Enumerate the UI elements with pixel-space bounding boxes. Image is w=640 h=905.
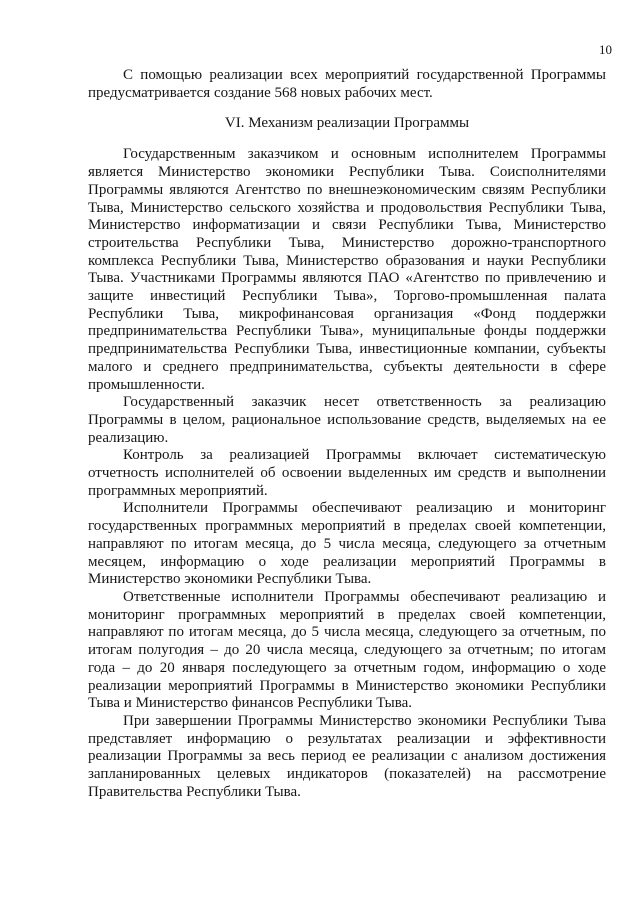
paragraph-responsibility: Государственный заказчик несет ответственность за реализацию Программы в целом, рациональное использование средств, выделяемых на ее реализацию. — [88, 394, 606, 446]
section-heading: VI. Механизм реализации Программы — [224, 115, 470, 132]
paragraph-control: Контроль за реализацией Программы включает систематическую отчетность исполнителей об освоении выделенных им средств и выполнении программных мероприятий. — [88, 447, 606, 499]
paragraph-participants: Государственным заказчиком и основным исполнителем Программы является Министерство экономики Республики Тыва. Соисполнителями Программы являются Агентство по внешнеэкономическим связям Республики Тыва, Министерство сельского хозяйства и продовольствия Республики Тыва, Министерство информатизации и связи Республики Тыва, Министерство строительства Республики Тыва, Министерство дорожно-транспортного комплекса Республики Тыва, Министерство образования и науки Республики Тыва. Участниками Программы являются ПАО «Агентство по привлечению и защите инвестиций Республики Тыва», Торгово-промышленная палата Республики Тыва, микрофинансовая организация «Фонд поддержки предпринимательства Республики Тыва», муниципальные фонды поддержки предпринимательства Республики Тыва, инвестиционные компании, субъекты малого и среднего предпринимательства, субъекты деятельности в сфере промышленности. — [88, 146, 606, 393]
paragraph-executors: Исполнители Программы обеспечивают реализацию и мониторинг государственных программных мероприятий в пределах своей компетенции, направляют по итогам месяца, до 5 числа месяца, следующего за отчетным месяцем, информацию о ходе реализации мероприятий Программы в Министерство экономики Республики Тыва. — [88, 500, 606, 588]
paragraph-completion: При завершении Программы Министерство экономики Республики Тыва представляет информацию о результатах реализации и эффективности реализации Программы за весь период ее реализации с анализом достижения запланированных целевых индикаторов (показателей) на рассмотрение Правительства Республики Тыва. — [88, 712, 606, 800]
paragraph-responsible-executors: Ответственные исполнители Программы обеспечивают реализацию и мониторинг программных мероприятий в пределах своей компетенции, направляют по итогам месяца, до 5 числа месяца, следующего за отчетным, по итогам полугодия – до 20 числа месяца, следующего за отчетным; по итогам года – до 20 января последующего за отчетным годом, информацию о ходе реализации мероприятий Программы в Министерство экономики Республики Тыва и Министерство финансов Республики Тыва. — [88, 588, 606, 712]
page-number: 10 — [599, 42, 612, 57]
document-body — [88, 67, 606, 801]
intro-paragraph: С помощью реализации всех мероприятий государственной Программы предусматривается создание 568 новых рабочих мест. — [88, 67, 606, 101]
